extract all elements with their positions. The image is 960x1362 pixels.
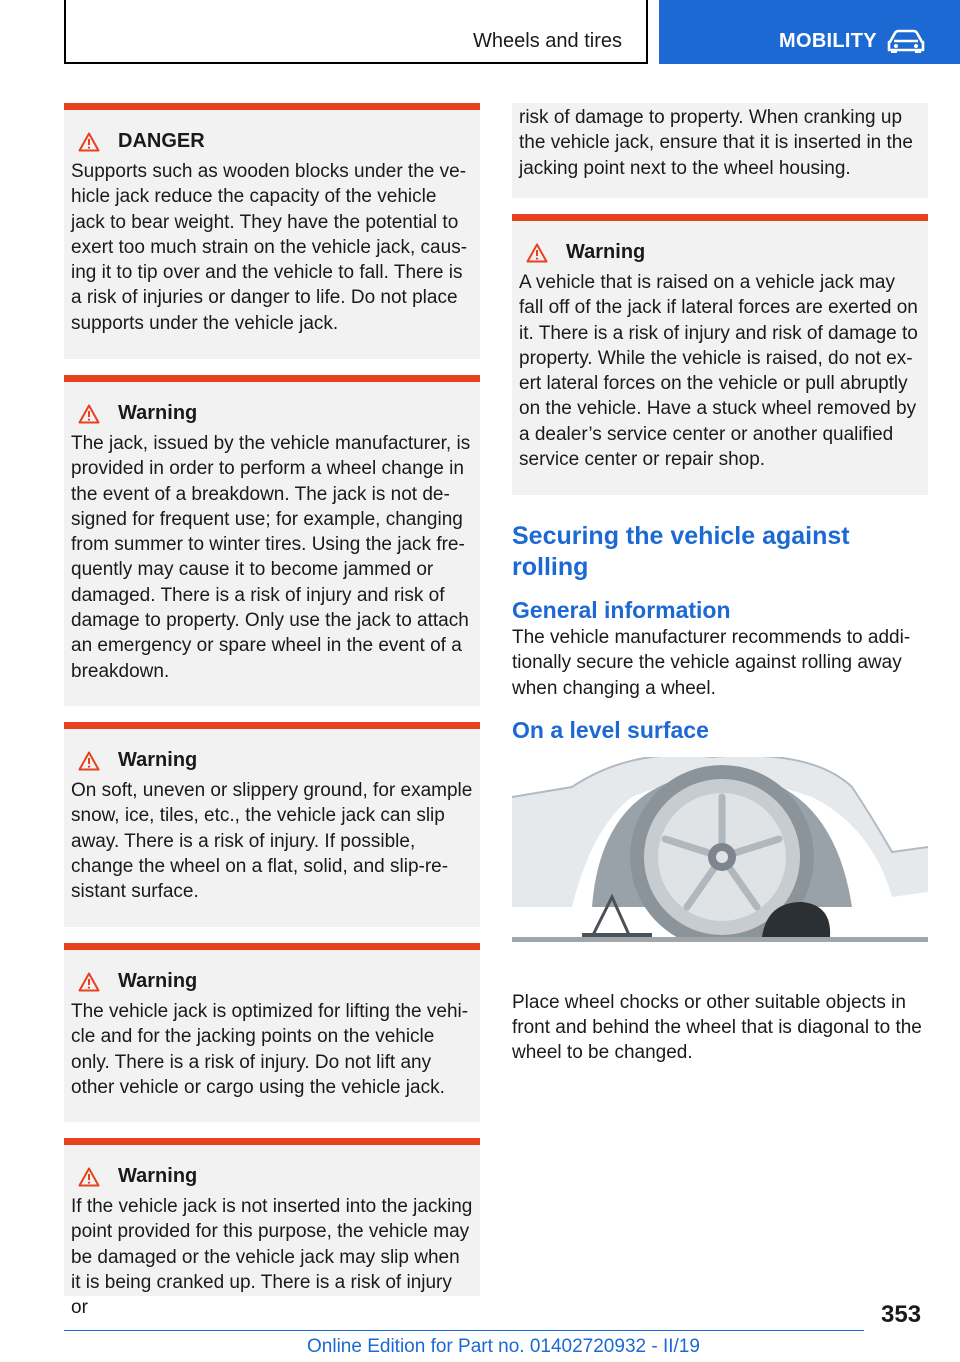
notice-text: The vehicle jack is optimized for lifting the vehicle and for the jacking points on the vehicle only. There is a risk of injury. Do not lift any other vehicle or cargo using the vehicle jack.	[71, 1001, 469, 1098]
subsection-heading: General information	[512, 597, 731, 623]
section-heading: Securing the vehicle against rolling	[512, 522, 850, 581]
notice-text: The jack, issued by the vehicle manufacturer, is provided in order to perform a wheel change in the event of a breakdown. The jack is not designed for frequent use; for example, changing from summer to winter tires. Using the jack frequently may cause it to become jammed or damaged. There is a risk of injury and risk of damage to property. Only use the jack to attach an emergency or spare wheel in the event of a breakdown.	[71, 433, 471, 682]
warning-triangle-icon	[78, 1167, 100, 1187]
warning-notice	[64, 1138, 480, 1319]
warning-triangle-icon	[78, 751, 100, 771]
header-chapter-tab[interactable]	[659, 0, 960, 64]
warning-notice	[64, 722, 480, 927]
wheel-chock-illustration-icon	[512, 757, 928, 939]
car-icon	[886, 28, 926, 54]
header-section-title: Wheels and tires	[473, 30, 622, 52]
subsection-heading: On a level surface	[512, 716, 709, 743]
notice-title: Warning	[118, 1165, 198, 1187]
notice-title: Warning	[118, 402, 198, 424]
warning-notice	[64, 375, 480, 706]
paragraph: Place wheel chocks or other suitable objects in front and behind the wheel that is diagonal to the wheel to be changed.	[512, 991, 922, 1064]
footer-divider	[64, 1330, 864, 1331]
footer-edition: Online Edition for Part no. 01402720932 - II/19	[307, 1336, 700, 1357]
warning-notice	[512, 214, 928, 495]
warning-triangle-icon	[78, 972, 100, 992]
notice-title: DANGER	[118, 130, 205, 152]
wheel-chock-illustration	[512, 757, 928, 942]
page-number: 353	[881, 1301, 922, 1328]
notice-text: On soft, uneven or slippery ground, for example snow, ice, tiles, etc., the vehicle jack can slip away. There is a risk of injury. If possible, change the wheel on a flat, solid, and slip-resistant surface.	[71, 780, 473, 903]
warning-triangle-icon	[78, 404, 100, 424]
warning-triangle-icon	[78, 132, 100, 152]
warning-notice	[64, 943, 480, 1122]
paragraph: The vehicle manufacturer recommends to additionally secure the vehicle against rolling away when changing a wheel.	[512, 627, 911, 699]
notice-text: risk of damage to property. When cranking up the vehicle jack, ensure that it is inserted in the jacking point next to the wheel housing.	[519, 107, 913, 179]
left-column	[64, 103, 480, 1319]
notice-title: Warning	[566, 241, 646, 263]
danger-notice	[64, 103, 480, 359]
notice-title: Warning	[118, 749, 198, 771]
warning-notice-continued	[512, 103, 928, 198]
notice-text: A vehicle that is raised on a vehicle jack may fall off of the jack if lateral forces are exerted on it. There is a risk of injury and risk of damage to property. While the vehicle is raised, do not exert lateral forces on the vehicle or pull abruptly on the vehicle. Have a stuck wheel removed by a dealer’s service center or another qualified service center or repair shop.	[519, 272, 918, 471]
warning-triangle-icon	[526, 243, 548, 263]
header-section-box	[64, 0, 648, 64]
notice-text: Supports such as wooden blocks under the vehicle jack reduce the capacity of the vehicle jack to bear weight. They have the potential to exert too much strain on the vehicle jack, causing it to tip over and the vehicle to fall. There is a risk of injuries or danger to life. Do not place supports under the vehicle jack.	[71, 161, 468, 334]
notice-text: If the vehicle jack is not inserted into the jacking point provided for this purpose, the vehicle may be damaged or the vehicle jack may slip when it is being cranked up. There is a risk of injury or	[71, 1196, 473, 1319]
header-chapter-title: MOBILITY	[779, 30, 877, 52]
right-column	[512, 103, 928, 1066]
notice-title: Warning	[118, 970, 198, 992]
